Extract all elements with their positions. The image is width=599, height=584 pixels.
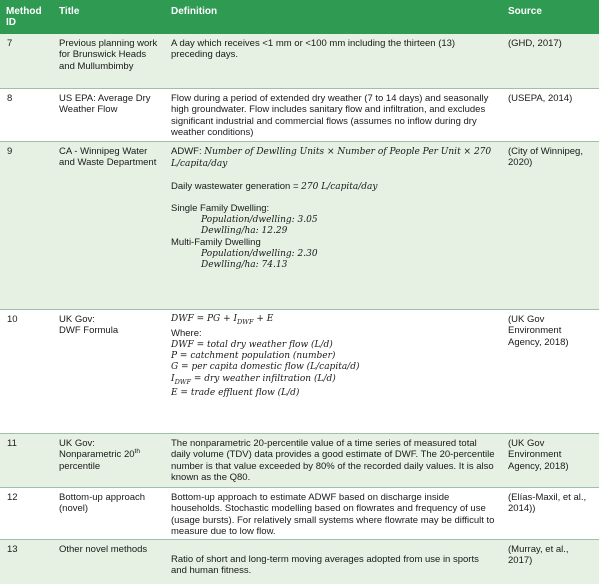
- single-family-population: Population/dwelling: 3.05: [201, 214, 318, 225]
- table-header: [0, 0, 599, 34]
- method-id-cell: 8: [7, 93, 13, 104]
- source-cell: (GHD, 2017): [508, 38, 562, 49]
- title-line: UK Gov:: [59, 314, 95, 325]
- daily-generation-line: [171, 181, 497, 193]
- title-cell: Other novel methods: [59, 544, 148, 555]
- source-cell: (UK Gov Environment Agency, 2018): [508, 314, 569, 348]
- title-line: [59, 449, 161, 460]
- method-id-cell: 12: [7, 492, 18, 503]
- title-line: DWF Formula: [59, 325, 119, 337]
- variable-e: E = trade effluent flow (L/d): [171, 388, 300, 399]
- table-row: [0, 89, 599, 142]
- single-family-density: Dewlling/ha: 12.29: [201, 226, 288, 237]
- formula-part: I: [171, 373, 175, 384]
- source-cell: (UK Gov Environment Agency, 2018): [508, 438, 569, 472]
- method-id-cell: 9: [7, 146, 13, 157]
- method-id-cell: 7: [7, 38, 13, 49]
- multi-family-density: Dewlling/ha: 74.13: [201, 260, 288, 271]
- table-row: [0, 488, 599, 540]
- definition-cell: [171, 146, 497, 272]
- definition-cell: The nonparametric 20-percentile value of a time series of measured total daily volume (TDV) data provides a good estimate of DWF. The 20-percentile number is that value exceeded by 80% of the recorded daily values. It is also known as the Q80.: [171, 438, 495, 484]
- definition-cell: A day which receives <1 mm or <100 mm including the thirteen (13) preceding days.: [171, 38, 456, 61]
- source-cell: (City of Winnipeg, 2020): [508, 146, 583, 169]
- title-line: percentile: [59, 460, 101, 472]
- title-cell: US EPA: Average Dry Weather Flow: [59, 93, 151, 116]
- table-row: [0, 142, 599, 310]
- method-id-cell: 11: [7, 438, 17, 449]
- definition-cell: Ratio of short and long-term moving averages adopted from use in sports and human fitness.: [171, 554, 479, 577]
- formula-part: DWF = PG + I: [171, 314, 238, 324]
- formula-part: = dry weather infiltration (L/d): [190, 373, 336, 384]
- formula-subscript: DWF: [237, 317, 254, 326]
- source-cell: (USEPA, 2014): [508, 93, 573, 104]
- header-title: Title: [59, 6, 80, 17]
- definition-cell: Flow during a period of extended dry weather (7 to 14 days) and seasonally high groundwater. Flow includes sanitary flow and infiltration, and excludes significant industrial and commercial flows (assumes no inflow during dry weather conditions): [171, 93, 489, 139]
- formula-subscript: DWF: [174, 377, 191, 386]
- adwf-formula-line: [171, 146, 497, 171]
- title-part: Nonparametric 20: [59, 449, 135, 461]
- header-definition: Definition: [171, 6, 218, 17]
- daily-generation-value: 270 L/capita/day: [301, 181, 378, 192]
- method-id-cell: 10: [7, 314, 18, 325]
- source-cell: (Elías-Maxil, et al., 2014)): [508, 492, 587, 515]
- header-source: Source: [508, 6, 542, 17]
- variable-p: P = catchment population (number): [171, 351, 336, 362]
- daily-generation-label: Daily wastewater generation =: [171, 180, 302, 192]
- multi-family-population: Population/dwelling: 2.30: [201, 248, 318, 259]
- single-family-heading: Single Family Dwelling:: [171, 203, 270, 215]
- title-cell: [59, 314, 161, 337]
- variable-dwf: DWF = total dry weather flow (L/d): [171, 339, 333, 350]
- dwf-formula: [171, 314, 497, 328]
- multi-family-heading: Multi-Family Dwelling: [171, 237, 261, 249]
- title-superscript: th: [134, 448, 140, 456]
- table-row: [0, 540, 599, 584]
- adwf-formula: Number of Dewlling Units × Number of People Per Unit × 270 L/capita/day: [171, 147, 492, 170]
- title-line: UK Gov:: [59, 438, 95, 449]
- title-cell: Bottom-up approach (novel): [59, 492, 146, 515]
- method-id-cell: 13: [7, 544, 18, 555]
- adwf-label: ADWF:: [171, 146, 205, 157]
- definition-cell: Bottom-up approach to estimate ADWF based on discharge inside households. Stochastic modelling based on flowrates and frequency of use (usage bursts). For relatively small systems where flowrate may be difficult to measure due to low flow.: [171, 492, 495, 538]
- table-row: [0, 310, 599, 434]
- variable-g: G = per capita domestic flow (L/capita/d): [171, 362, 360, 373]
- formula-part: + E: [253, 314, 274, 324]
- title-cell: CA - Winnipeg Water and Waste Department: [59, 146, 157, 169]
- table-row: [0, 34, 599, 89]
- title-cell: [59, 438, 161, 472]
- where-label: Where:: [171, 328, 202, 340]
- source-cell: (Murray, et al., 2017): [508, 544, 569, 567]
- title-cell: Previous planning work for Brunswick Heads and Mullumbimby: [59, 38, 158, 72]
- header-method-id: Method ID: [6, 6, 42, 28]
- variable-idwf: [171, 374, 497, 388]
- table-row: [0, 434, 599, 488]
- definition-cell: [171, 314, 497, 399]
